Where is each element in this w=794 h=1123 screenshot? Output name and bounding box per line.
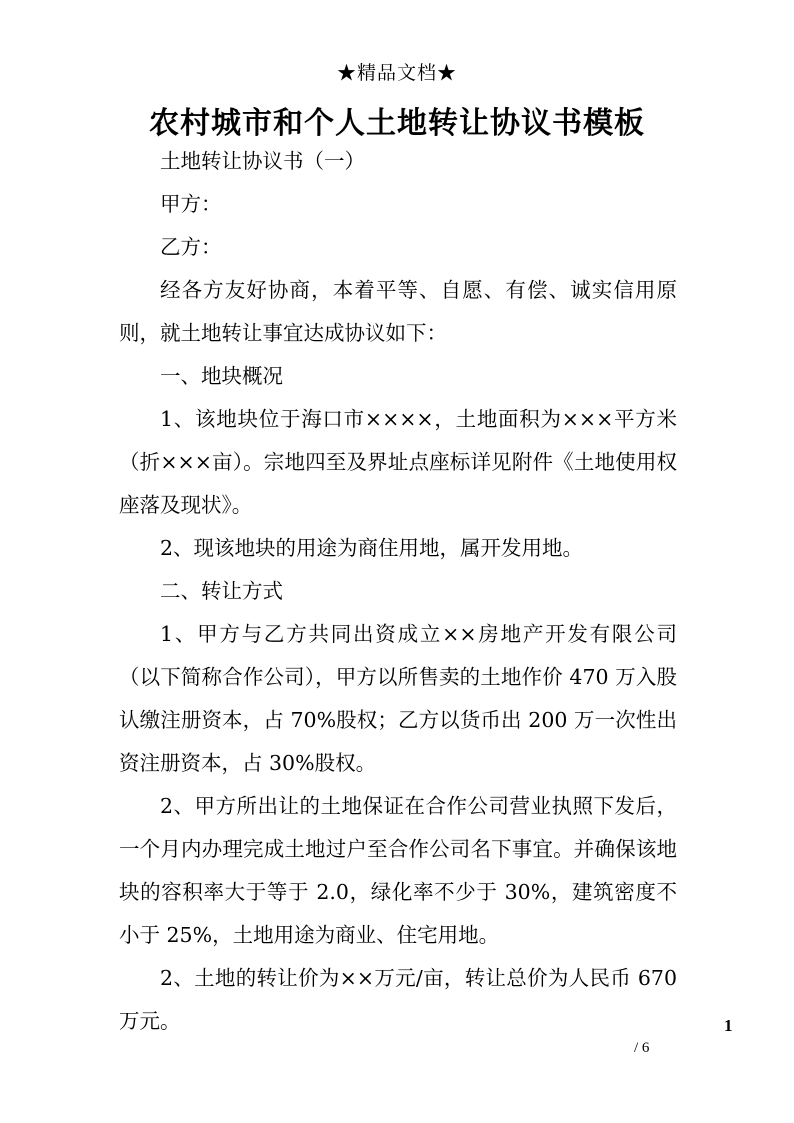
paragraph: 2、甲方所出让的土地保证在合作公司营业执照下发后，一个月内办理完成土地过户至合作公司名下事宜。并确保该地块的容积率大于等于 2.0，绿化率不少于 30%，建筑密度不小于 25%，土地用途为商业、住宅用地。 [119,794,677,947]
section-heading: 土地转让协议书（一） [160,149,365,173]
section-heading: 一、地块概况 [160,364,283,388]
party-b-line: 乙方： [160,235,222,259]
document-body [119,140,677,1043]
document-title: 农村城市和个人土地转让协议书模板 [149,106,645,141]
paragraph: 1、甲方与乙方共同出资成立××房地产开发有限公司（以下简称合作公司），甲方以所售卖的土地作价 470 万入股认缴注册资本，占 70%股权；乙方以货币出 200 万一次性出资注册资本，占 30%股权。 [119,622,677,775]
paragraph: 经各方友好协商，本着平等、自愿、有偿、诚实信用原则，就土地转让事宜达成协议如下： [119,278,677,345]
paragraph: 1、该地块位于海口市××××，土地面积为×××平方米（折×××亩）。宗地四至及界址点座标详见附件《土地使用权座落及现状》。 [119,407,677,517]
page-total: / 6 [634,1040,650,1056]
paragraph: 2、现该地块的用途为商住用地，属开发用地。 [160,536,584,560]
section-heading: 二、转让方式 [160,579,283,603]
page-number: 1 [724,1016,733,1035]
party-a-line: 甲方： [160,192,222,216]
header-mark: ★精品文档★ [336,62,457,84]
paragraph: 2、土地的转让价为××万元/亩，转让总价为人民币 670 万元。 [119,966,677,1033]
